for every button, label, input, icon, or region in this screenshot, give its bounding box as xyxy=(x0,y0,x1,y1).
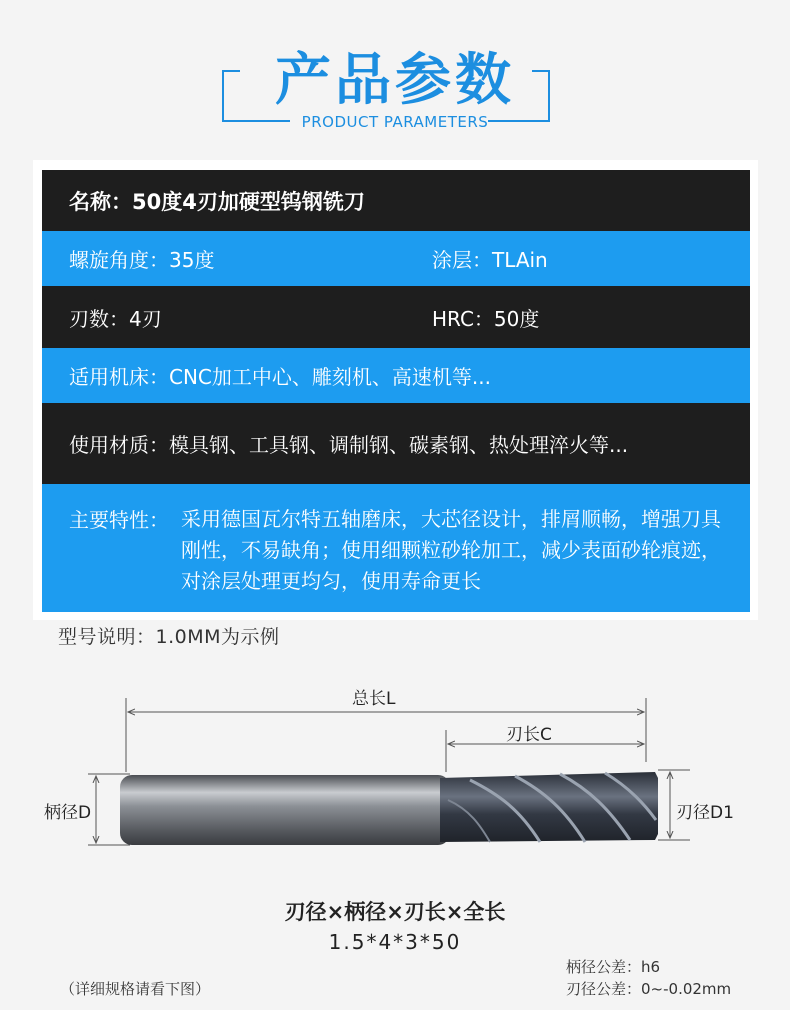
page-subtitle: PRODUCT PARAMETERS xyxy=(301,113,489,131)
spec-row-flutes xyxy=(42,286,750,348)
hardness: HRC：50度 xyxy=(432,306,540,331)
flute-count: 刃数：4刃 xyxy=(69,306,162,331)
shank-diameter-label: 柄径D xyxy=(44,803,92,823)
detail-note: （详细规格请看下图） xyxy=(60,980,211,998)
features-label: 主要特性： xyxy=(69,508,169,532)
spec-row-materials xyxy=(42,403,750,484)
materials: 使用材质：模具钢、工具钢、调制钢、碳素钢、热处理淬火等... xyxy=(69,433,629,457)
model-note: 型号说明：1.0MM为示例 xyxy=(58,626,280,648)
helix-angle: 螺旋角度：35度 xyxy=(69,248,215,272)
total-length-label: 总长L xyxy=(352,689,396,709)
features-text: 采用德国瓦尔特五轴磨床，大芯径设计，排屑顺畅，增强刀具刚性，不易缺角；使用细颗粒砂轮加工，减少表面砂轮痕迹，对涂层处理更均匀，使用寿命更长 xyxy=(181,507,721,593)
tool-shank xyxy=(120,775,450,845)
spec-row-features xyxy=(42,484,750,612)
spec-row-name xyxy=(42,170,750,231)
formula-label: 刃径×柄径×刃长×全长 xyxy=(284,900,506,924)
shank-tolerance: 柄径公差：h6 xyxy=(566,958,661,976)
blade-diameter-label: 刃径D1 xyxy=(676,803,734,823)
formula-example: 1.5*4*3*50 xyxy=(328,930,462,954)
spec-row-helix xyxy=(42,231,750,286)
page-title: 产品参数 xyxy=(275,48,515,113)
flute-length-label: 刃长C xyxy=(506,725,552,745)
machines: 适用机床：CNC加工中心、雕刻机、高速机等... xyxy=(69,365,491,389)
blade-tolerance: 刃径公差：0~-0.02mm xyxy=(566,980,732,998)
section-header xyxy=(0,0,790,160)
spec-row-machines xyxy=(42,348,750,403)
product-name: 名称：50度4刃加硬型钨钢铣刀 xyxy=(69,189,365,214)
coating: 涂层：TLAin xyxy=(432,248,548,272)
